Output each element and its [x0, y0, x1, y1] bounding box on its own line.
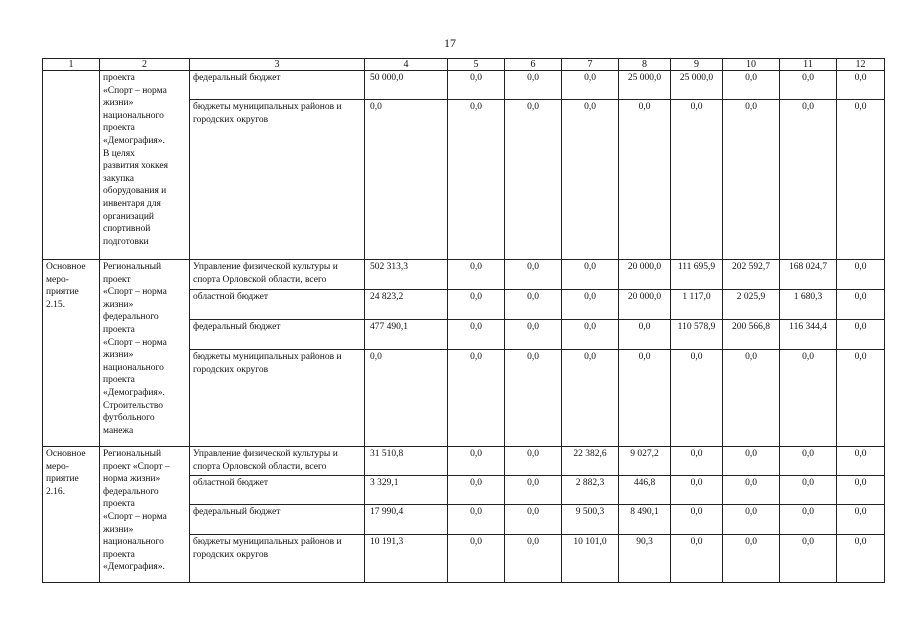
project-name-cell: Региональный проект «Спорт – норма жизни» федерального проекта «Спорт – норма жизни» национального проекта «Демография». Строительство футбольного манежа	[100, 260, 190, 447]
activity-cell	[43, 71, 100, 260]
value-cell: 0,0	[448, 505, 505, 535]
value-cell: 446,8	[619, 476, 671, 505]
value-cell: 168 024,7	[780, 260, 837, 290]
value-cell: 0,0	[671, 447, 723, 476]
value-cell: 0,0	[671, 535, 723, 583]
value-cell: 3 329,1	[365, 476, 448, 505]
value-cell: 116 344,4	[780, 320, 837, 350]
table-row	[43, 260, 885, 290]
funding-source-cell: федеральный бюджет	[190, 505, 365, 535]
header-cell: 12	[837, 59, 885, 71]
value-cell: 2 025,9	[723, 290, 780, 320]
funding-source-cell: федеральный бюджет	[190, 320, 365, 350]
value-cell: 0,0	[780, 505, 837, 535]
value-cell: 0,0	[837, 505, 885, 535]
value-cell: 0,0	[562, 100, 619, 260]
value-cell: 0,0	[671, 350, 723, 447]
value-cell: 502 313,3	[365, 260, 448, 290]
value-cell: 0,0	[448, 100, 505, 260]
value-cell: 0,0	[505, 505, 562, 535]
value-cell: 0,0	[671, 476, 723, 505]
header-cell: 8	[619, 59, 671, 71]
budget-table	[42, 58, 885, 583]
value-cell: 0,0	[723, 447, 780, 476]
value-cell: 0,0	[837, 350, 885, 447]
value-cell: 0,0	[365, 100, 448, 260]
value-cell: 0,0	[505, 476, 562, 505]
value-cell: 24 823,2	[365, 290, 448, 320]
value-cell: 0,0	[562, 260, 619, 290]
funding-source-cell: бюджеты муниципальных районов и городских округов	[190, 100, 365, 260]
value-cell: 0,0	[505, 320, 562, 350]
value-cell: 0,0	[837, 447, 885, 476]
header-cell: 1	[43, 59, 100, 71]
value-cell: 0,0	[723, 100, 780, 260]
value-cell: 0,0	[619, 350, 671, 447]
value-cell: 0,0	[780, 350, 837, 447]
value-cell: 20 000,0	[619, 260, 671, 290]
value-cell: 0,0	[505, 290, 562, 320]
value-cell: 202 592,7	[723, 260, 780, 290]
value-cell: 0,0	[837, 260, 885, 290]
project-name-cell: Региональный проект «Спорт – норма жизни» федерального проекта «Спорт – норма жизни» национального проекта «Демография».	[100, 447, 190, 583]
header-cell: 5	[448, 59, 505, 71]
value-cell: 0,0	[837, 476, 885, 505]
header-cell: 10	[723, 59, 780, 71]
value-cell: 0,0	[723, 535, 780, 583]
funding-source-cell: областной бюджет	[190, 290, 365, 320]
value-cell: 0,0	[723, 350, 780, 447]
header-cell: 11	[780, 59, 837, 71]
value-cell: 31 510,8	[365, 447, 448, 476]
value-cell: 0,0	[505, 535, 562, 583]
value-cell: 0,0	[505, 447, 562, 476]
funding-source-cell: Управление физической культуры и спорта Орловской области, всего	[190, 260, 365, 290]
value-cell: 1 117,0	[671, 290, 723, 320]
value-cell: 0,0	[365, 350, 448, 447]
value-cell: 0,0	[837, 100, 885, 260]
value-cell: 0,0	[505, 100, 562, 260]
header-cell: 6	[505, 59, 562, 71]
value-cell: 20 000,0	[619, 290, 671, 320]
value-cell: 0,0	[562, 71, 619, 100]
header-cell: 4	[365, 59, 448, 71]
value-cell: 0,0	[562, 320, 619, 350]
value-cell: 0,0	[619, 100, 671, 260]
value-cell: 10 191,3	[365, 535, 448, 583]
header-cell: 7	[562, 59, 619, 71]
table-row	[43, 447, 885, 476]
value-cell: 0,0	[837, 290, 885, 320]
header-cell: 3	[190, 59, 365, 71]
value-cell: 0,0	[780, 71, 837, 100]
value-cell: 0,0	[562, 350, 619, 447]
value-cell: 2 882,3	[562, 476, 619, 505]
page-number: 17	[444, 36, 456, 50]
value-cell: 17 990,4	[365, 505, 448, 535]
funding-source-cell: областной бюджет	[190, 476, 365, 505]
value-cell: 0,0	[837, 535, 885, 583]
header-cell: 2	[100, 59, 190, 71]
value-cell: 50 000,0	[365, 71, 448, 100]
value-cell: 0,0	[671, 505, 723, 535]
value-cell: 0,0	[505, 71, 562, 100]
value-cell: 9 027,2	[619, 447, 671, 476]
value-cell: 0,0	[780, 535, 837, 583]
value-cell: 0,0	[723, 505, 780, 535]
value-cell: 0,0	[505, 260, 562, 290]
value-cell: 0,0	[448, 290, 505, 320]
value-cell: 90,3	[619, 535, 671, 583]
value-cell: 477 490,1	[365, 320, 448, 350]
value-cell: 25 000,0	[619, 71, 671, 100]
value-cell: 0,0	[723, 71, 780, 100]
header-cell: 9	[671, 59, 723, 71]
value-cell: 0,0	[723, 476, 780, 505]
value-cell: 0,0	[780, 100, 837, 260]
value-cell: 9 500,3	[562, 505, 619, 535]
funding-source-cell: Управление физической культуры и спорта Орловской области, всего	[190, 447, 365, 476]
value-cell: 0,0	[837, 320, 885, 350]
value-cell: 0,0	[448, 260, 505, 290]
value-cell: 0,0	[448, 447, 505, 476]
value-cell: 22 382,6	[562, 447, 619, 476]
table-row	[43, 71, 885, 100]
project-name-cell: проекта «Спорт – норма жизни» национального проекта «Демография». В целях развития хоккея закупка оборудования и инвентаря для организаций спортивной подготовки	[100, 71, 190, 260]
value-cell: 0,0	[671, 100, 723, 260]
value-cell: 0,0	[837, 71, 885, 100]
value-cell: 0,0	[448, 535, 505, 583]
value-cell: 0,0	[619, 320, 671, 350]
funding-source-cell: бюджеты муниципальных районов и городских округов	[190, 350, 365, 447]
activity-cell: Основное меро- приятие 2.16.	[43, 447, 100, 583]
value-cell: 0,0	[505, 350, 562, 447]
value-cell: 110 578,9	[671, 320, 723, 350]
activity-cell: Основное меро- приятие 2.15.	[43, 260, 100, 447]
value-cell: 25 000,0	[671, 71, 723, 100]
funding-source-cell: бюджеты муниципальных районов и городских округов	[190, 535, 365, 583]
value-cell: 0,0	[562, 290, 619, 320]
value-cell: 0,0	[448, 350, 505, 447]
value-cell: 0,0	[780, 447, 837, 476]
value-cell: 0,0	[448, 320, 505, 350]
header-row	[43, 59, 885, 71]
value-cell: 0,0	[448, 476, 505, 505]
value-cell: 0,0	[448, 71, 505, 100]
value-cell: 1 680,3	[780, 290, 837, 320]
value-cell: 111 695,9	[671, 260, 723, 290]
value-cell: 8 490,1	[619, 505, 671, 535]
value-cell: 0,0	[780, 476, 837, 505]
value-cell: 200 566,8	[723, 320, 780, 350]
funding-source-cell: федеральный бюджет	[190, 71, 365, 100]
value-cell: 10 101,0	[562, 535, 619, 583]
